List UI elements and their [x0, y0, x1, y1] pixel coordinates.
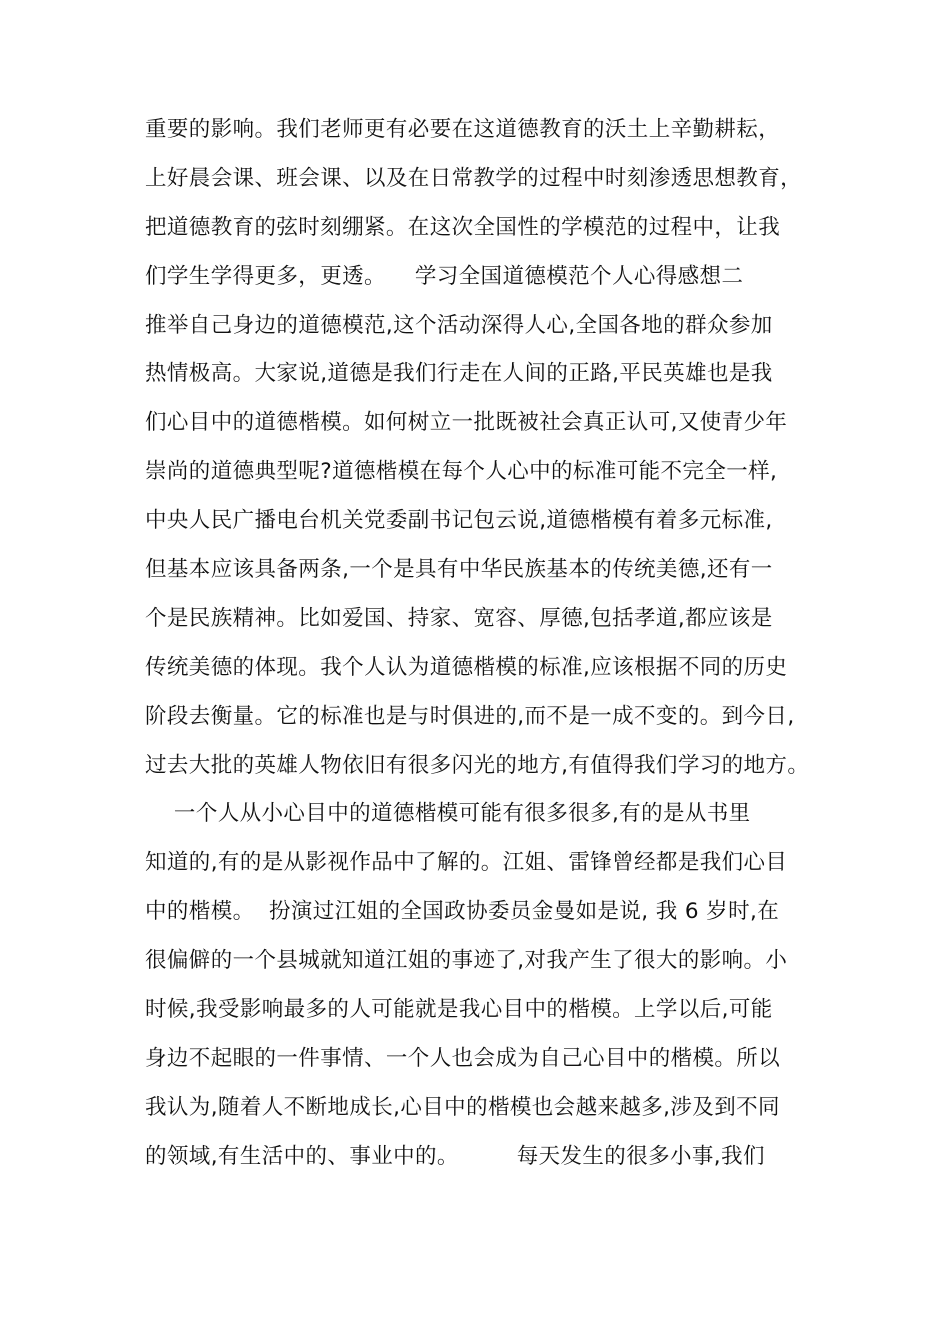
text-line: 我认为,随着人不断地成长,心目中的楷模也会越来越多,涉及到不同 [145, 1094, 780, 1120]
text-line: 们学生学得更多，更透。 学习全国道德模范个人心得感想二 [145, 263, 744, 289]
text-line: 很偏僻的一个县城就知道江姐的事迹了,对我产生了很大的影响。小 [145, 948, 788, 974]
text-line: 重要的影响。我们老师更有必要在这道德教育的沃土上辛勤耕耘， [145, 117, 781, 142]
text-line: 知道的,有的是从影视作品中了解的。江姐、雷锋曾经都是我们心目 [145, 850, 788, 876]
text-line: 上好晨会课、班会课、以及在日常教学的过程中时刻渗透思想教育， [145, 165, 803, 191]
text-line: 过去大批的英雄人物依旧有很多闪光的地方,有值得我们学习的地方。 [145, 752, 810, 778]
text-line: 把道德教育的弦时刻绷紧。在这次全国性的学模范的过程中，让我 [145, 214, 781, 240]
text-line: 身边不起眼的一件事情、一个人也会成为自己心目中的楷模。所以 [145, 1045, 781, 1071]
text-line: 们心目中的道德楷模。如何树立一批既被社会真正认可,又使青少年 [145, 410, 788, 436]
text-line: 传统美德的体现。我个人认为道德楷模的标准,应该根据不同的历史 [145, 654, 788, 680]
body-text [145, 106, 825, 1182]
text-line: 崇尚的道德典型呢?道德楷模在每个人心中的标准可能不完全一样, [145, 459, 778, 485]
text-line: 一个人从小心目中的道德楷模可能有很多很多,有的是从书里 [145, 801, 751, 827]
text-line: 个是民族精神。比如爱国、持家、宽容、厚德,包括孝道,都应该是 [145, 605, 773, 631]
text-line: 中央人民广播电台机关党委副书记包云说,道德楷模有着多元标准, [145, 508, 773, 534]
text-line: 阶段去衡量。它的标准也是与时俱进的,而不是一成不变的。到今日, [145, 703, 795, 729]
text-line: 中的楷模。 扮演过江姐的全国政协委员金曼如是说, 我 6 岁时,在 [145, 899, 780, 925]
text-line: 时候,我受影响最多的人可能就是我心目中的楷模。上学以后,可能 [145, 997, 773, 1023]
text-line: 的领域,有生活中的、事业中的。 每天发生的很多小事,我们 [145, 1143, 765, 1169]
text-line: 但基本应该具备两条,一个是具有中华民族基本的传统美德,还有一 [145, 557, 773, 583]
text-line: 推举自己身边的道德模范,这个活动深得人心,全国各地的群众参加 [145, 312, 773, 338]
text-line: 热情极高。大家说,道德是我们行走在人间的正路,平民英雄也是我 [145, 361, 773, 387]
